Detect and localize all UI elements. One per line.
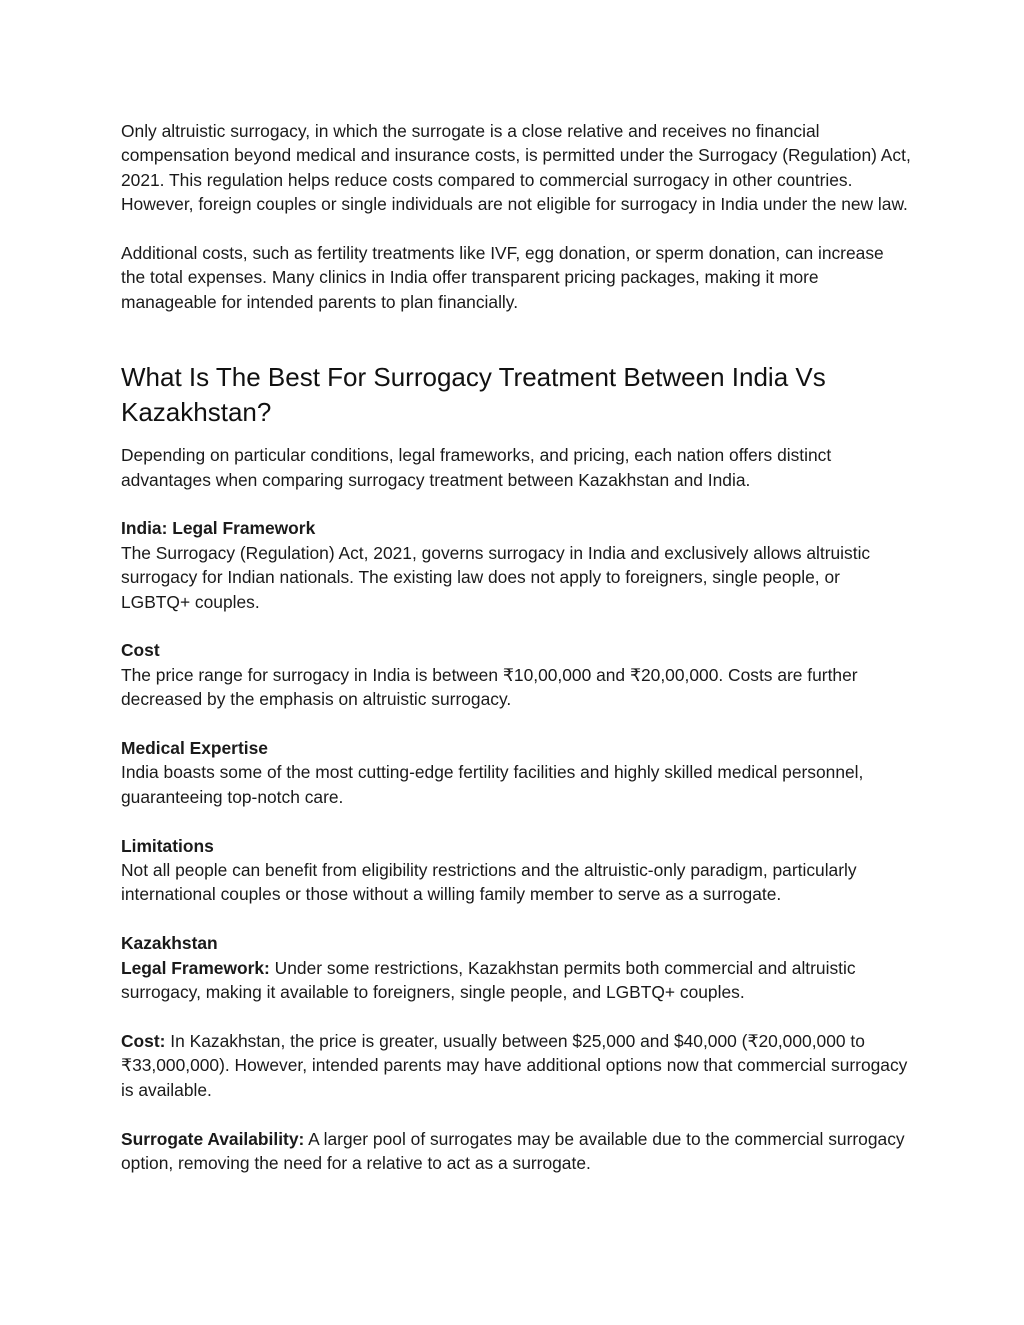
india-legal-text: The Surrogacy (Regulation) Act, 2021, governs surrogacy in India and exclusively allows altruistic surrogacy for Indian nationals. The existing law does not apply to foreigners, single people, or LGBTQ+ couples. (121, 542, 871, 612)
spacer (121, 1005, 911, 1029)
india-medical-heading: Medical Expertise (121, 738, 268, 759)
kazakhstan-legal-text: Under some restrictions, Kazakhstan permits both commercial and altruistic surrogacy, making it available to foreigners, single people, and LGBTQ+ couples. (121, 957, 856, 1003)
document-page (121, 119, 911, 1175)
india-cost-heading: Cost (121, 640, 160, 661)
india-medical-text: India boasts some of the most cutting-edge fertility facilities and highly skilled medical personnel, guaranteeing top-notch care. (121, 762, 864, 807)
kazakhstan-cost-label: Cost: (121, 1030, 166, 1051)
section-heading: What Is The Best For Surrogacy Treatment Between India Vs Kazakhstan? (121, 362, 826, 428)
kazakhstan-legal-label: Legal Framework: (121, 957, 270, 978)
kazakhstan-heading: Kazakhstan (121, 933, 218, 954)
spacer (121, 430, 911, 443)
spacer (121, 492, 911, 516)
india-cost-text: The price range for surrogacy in India is between ₹10,00,000 and ₹20,00,000. Costs are further decreased by the emphasis on altruistic surrogacy. (121, 664, 858, 710)
section-lead-paragraph: Depending on particular conditions, legal frameworks, and pricing, each nation offers distinct advantages when comparing surrogacy treatment between Kazakhstan and India. (121, 445, 832, 490)
kazakhstan-cost-paragraph (121, 1029, 911, 1102)
kazakhstan-cost-text: In Kazakhstan, the price is greater, usually between $25,000 and $40,000 (₹20,000,000 to ₹33,000,000). However, intended parents may have additional options now that commercial surrogacy is available. (121, 1030, 908, 1100)
kazakhstan-availability-label: Surrogate Availability: (121, 1128, 305, 1149)
kazakhstan-legal-paragraph (121, 956, 911, 1005)
spacer (121, 1102, 911, 1126)
spacer (121, 907, 911, 931)
spacer (121, 712, 911, 736)
spacer (121, 217, 911, 241)
intro-paragraph-2: Additional costs, such as fertility treatments like IVF, egg donation, or sperm donation, can increase the total expenses. Many clinics in India offer transparent pricing packages, making it more manageable for intended parents to plan financially. (121, 243, 884, 312)
kazakhstan-availability-paragraph (121, 1127, 911, 1176)
spacer (121, 614, 911, 638)
intro-paragraph-1: Only altruistic surrogacy, in which the surrogate is a close relative and receives no financial compensation beyond medical and insurance costs, is permitted under the Surrogacy (Regulation) Act, 2021. This regulation helps reduce costs compared to commercial surrogacy in other countries. However, foreign couples or single individuals are not eligible for surrogacy in India under the new law. (121, 121, 911, 215)
kazakhstan-availability-text: A larger pool of surrogates may be available due to the commercial surrogacy option, removing the need for a relative to act as a surrogate. (121, 1128, 905, 1173)
india-limitations-heading: Limitations (121, 835, 214, 856)
spacer (121, 809, 911, 833)
spacer (121, 314, 911, 360)
india-legal-heading: India: Legal Framework (121, 518, 316, 539)
india-limitations-text: Not all people can benefit from eligibility restrictions and the altruistic-only paradigm, particularly international couples or those without a willing family member to serve as a surrogate. (121, 860, 857, 905)
